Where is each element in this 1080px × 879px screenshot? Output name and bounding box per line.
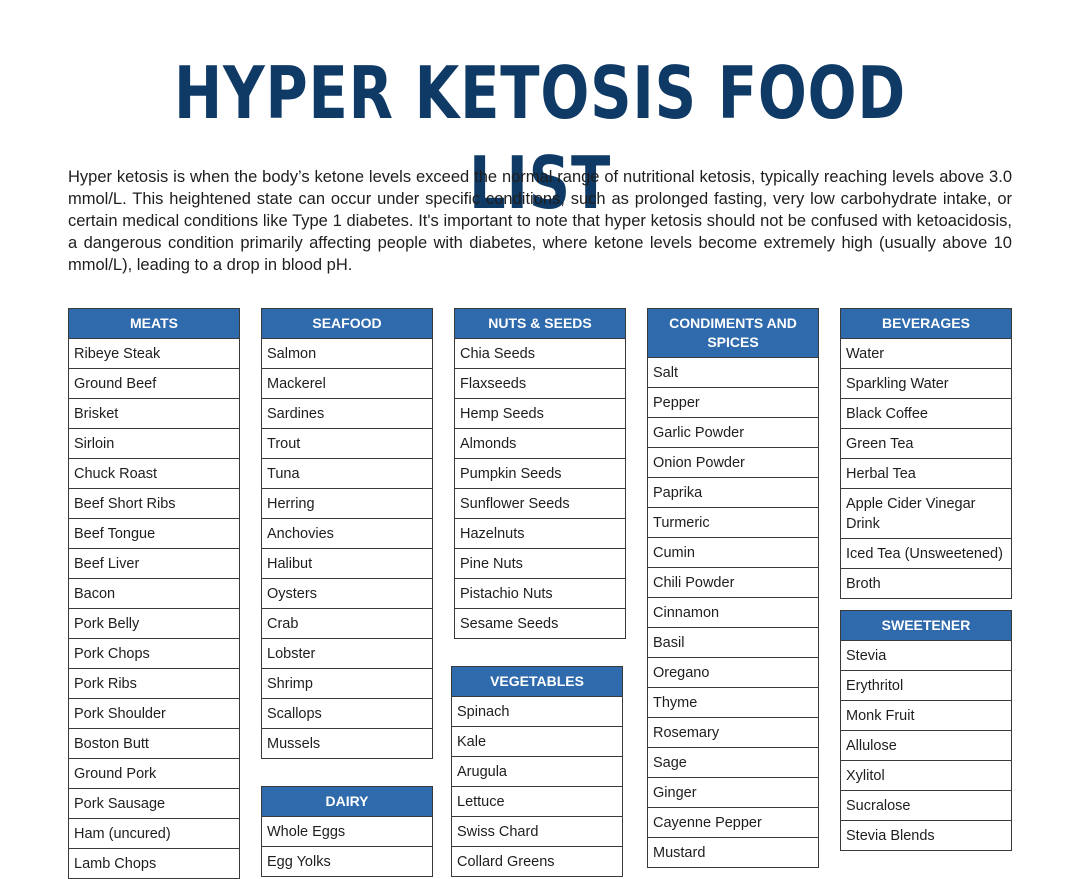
list-item: Sparkling Water xyxy=(841,369,1011,399)
category-list xyxy=(648,358,818,867)
list-item: Lamb Chops xyxy=(74,856,157,872)
list-item: Salmon xyxy=(262,339,432,369)
list-item: Lobster xyxy=(262,639,432,669)
list-item: Turmeric xyxy=(648,508,818,538)
list-item: Cumin xyxy=(648,538,818,568)
category-vegetables xyxy=(451,666,623,877)
list-item: Tuna xyxy=(262,459,432,489)
list-item: Monk Fruit xyxy=(841,701,1011,731)
list-item: Trout xyxy=(262,429,432,459)
list-item: Anchovies xyxy=(262,519,432,549)
category-heading: NUTS & SEEDS xyxy=(455,309,625,339)
list-item: Garlic Powder xyxy=(648,418,818,448)
list-item: Lettuce xyxy=(452,787,622,817)
list-item: Mackerel xyxy=(262,369,432,399)
category-heading: VEGETABLES xyxy=(452,667,622,697)
list-item: Pork Sausage xyxy=(69,789,239,819)
list-item: Herbal Tea xyxy=(841,459,1011,489)
list-item: Chia Seeds xyxy=(455,339,625,369)
category-list xyxy=(841,641,1011,850)
category-list xyxy=(455,339,625,638)
list-item: Salt xyxy=(648,358,818,388)
list-item: Scallops xyxy=(262,699,432,729)
list-item: Cayenne Pepper xyxy=(648,808,818,838)
list-item: Broth xyxy=(846,576,881,592)
list-item: Pistachio Nuts xyxy=(455,579,625,609)
category-heading: DAIRY xyxy=(262,787,432,817)
list-item: Swiss Chard xyxy=(452,817,622,847)
list-item: Beef Tongue xyxy=(69,519,239,549)
list-item: Pork Shoulder xyxy=(69,699,239,729)
list-item: Kale xyxy=(452,727,622,757)
list-item: Almonds xyxy=(455,429,625,459)
list-item: Beef Liver xyxy=(69,549,239,579)
category-list xyxy=(69,339,239,878)
list-item: Herring xyxy=(262,489,432,519)
category-list xyxy=(452,697,622,876)
category-beverages xyxy=(840,308,1012,599)
category-nuts-seeds xyxy=(454,308,626,639)
category-list xyxy=(262,339,432,758)
category-heading: BEVERAGES xyxy=(841,309,1011,339)
list-item: Xylitol xyxy=(841,761,1011,791)
list-item: Pumpkin Seeds xyxy=(455,459,625,489)
list-item: Paprika xyxy=(648,478,818,508)
list-item: Bacon xyxy=(69,579,239,609)
list-item: Sardines xyxy=(262,399,432,429)
list-item: Apple Cider Vinegar Drink xyxy=(841,489,1011,539)
list-item: Beef Short Ribs xyxy=(69,489,239,519)
list-item: Mustard xyxy=(653,845,706,861)
list-item: Sage xyxy=(648,748,818,778)
list-item: Pork Ribs xyxy=(69,669,239,699)
list-item: Ginger xyxy=(648,778,818,808)
list-item: Allulose xyxy=(841,731,1011,761)
list-item: Pine Nuts xyxy=(455,549,625,579)
category-meats xyxy=(68,308,240,879)
list-item: Oregano xyxy=(648,658,818,688)
list-item: Egg Yolks xyxy=(267,854,331,870)
list-item: Sunflower Seeds xyxy=(455,489,625,519)
list-item: Ham (uncured) xyxy=(69,819,239,849)
list-item: Erythritol xyxy=(841,671,1011,701)
list-item: Stevia Blends xyxy=(846,828,935,844)
list-item: Rosemary xyxy=(648,718,818,748)
list-item: Sesame Seeds xyxy=(460,616,559,632)
category-list xyxy=(262,817,432,876)
category-seafood xyxy=(261,308,433,759)
list-item: Whole Eggs xyxy=(262,817,432,847)
list-item: Brisket xyxy=(69,399,239,429)
list-item: Onion Powder xyxy=(648,448,818,478)
list-item: Ground Pork xyxy=(69,759,239,789)
list-item: Pork Belly xyxy=(69,609,239,639)
intro-paragraph: Hyper ketosis is when the body’s ketone levels exceed the normal range of nutritional ketosis, typically reaching levels above 3.0 mmol/L. This heightened state can occur under specific conditions, such as prolonged fasting, very low carbohydrate intake, or certain medical conditions like Type 1 diabetes. It's important to note that hyper ketosis should not be confused with ketoacidosis, a dangerous condition primarily affecting people with diabetes, where ketone levels become extremely high (usually above 10 mmol/L), leading to a drop in blood pH. xyxy=(68,168,1012,274)
category-heading: SEAFOOD xyxy=(262,309,432,339)
category-heading: SWEETENER xyxy=(841,611,1011,641)
list-item: Green Tea xyxy=(841,429,1011,459)
list-item: Spinach xyxy=(452,697,622,727)
list-item: Mussels xyxy=(267,736,321,752)
category-dairy xyxy=(261,786,433,877)
list-item: Ground Beef xyxy=(69,369,239,399)
list-item: Cinnamon xyxy=(648,598,818,628)
category-heading: CONDIMENTS AND SPICES xyxy=(648,309,818,358)
list-item: Hemp Seeds xyxy=(455,399,625,429)
list-item: Arugula xyxy=(452,757,622,787)
list-item: Pepper xyxy=(648,388,818,418)
list-item: Chuck Roast xyxy=(69,459,239,489)
list-item: Boston Butt xyxy=(69,729,239,759)
list-item: Ribeye Steak xyxy=(69,339,239,369)
page-title: HYPER KETOSIS FOOD LIST xyxy=(173,51,907,225)
category-heading: MEATS xyxy=(69,309,239,339)
list-item: Shrimp xyxy=(262,669,432,699)
list-item: Thyme xyxy=(648,688,818,718)
list-item: Chili Powder xyxy=(648,568,818,598)
list-item: Crab xyxy=(262,609,432,639)
list-item: Basil xyxy=(648,628,818,658)
list-item: Iced Tea (Unsweetened) xyxy=(841,539,1011,569)
list-item: Water xyxy=(841,339,1011,369)
list-item: Sirloin xyxy=(69,429,239,459)
category-list xyxy=(841,339,1011,598)
list-item: Pork Chops xyxy=(69,639,239,669)
category-condiments-spices xyxy=(647,308,819,868)
list-item: Black Coffee xyxy=(841,399,1011,429)
list-item: Collard Greens xyxy=(457,854,555,870)
category-sweetener xyxy=(840,610,1012,851)
list-item: Sucralose xyxy=(841,791,1011,821)
list-item: Flaxseeds xyxy=(455,369,625,399)
list-item: Oysters xyxy=(262,579,432,609)
list-item: Hazelnuts xyxy=(455,519,625,549)
list-item: Halibut xyxy=(262,549,432,579)
list-item: Stevia xyxy=(841,641,1011,671)
